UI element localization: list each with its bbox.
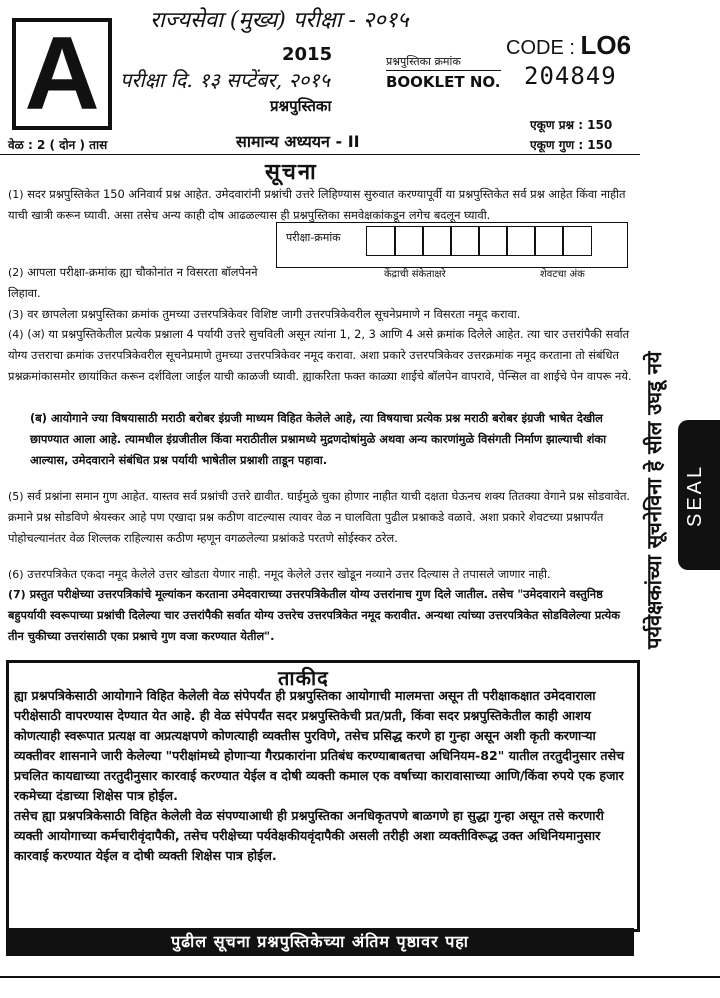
code-label: CODE : [506, 37, 575, 59]
subject-title: सामान्य अध्ययन - II [236, 132, 360, 151]
seal-warning-vertical: पर्यवेक्षकांच्या सूचनेविना हे सील उघडू नये [642, 351, 666, 649]
roll-cell[interactable] [534, 226, 564, 256]
code-value: LO6 [580, 30, 632, 60]
series-letter: A [12, 18, 112, 130]
bottom-divider [0, 976, 720, 978]
seal-label: SEAL [684, 463, 706, 527]
instruction-item-1: (1) सदर प्रश्नपुस्तिकेत 150 अनिवार्य प्रश्न आहेत. उमेदवारांनी प्रश्नांची उत्तरे लिहिण्यास सुरुवात करण्यापूर्वी या प्रश्नपुस्तिकेत सर्व प्रश्न आहेत किंवा नाहीत याची खात्री करून घ्यावी. असा तसेच अन्य काही दोष आढळल्यास ही प्रश्नपुस्तिका समवेक्षकांकडून लगेच बदलून घ्यावी. [8, 187, 626, 222]
roll-cell[interactable] [506, 226, 536, 256]
booklet-number: 204849 [524, 62, 617, 90]
roll-cell[interactable] [478, 226, 508, 256]
paper-code [506, 30, 631, 61]
total-questions: एकूण प्रश्न : 150 [530, 118, 613, 132]
instructions-heading: सूचना [265, 160, 318, 185]
instruction-item-3: (3) वर छापलेला प्रश्नपुस्तिका क्रमांक तुमच्या उत्तरपत्रिकेवर विशिष्ट जागी उत्तरपत्रिकेवरील सूचनेप्रमाणे न विसरता नमूद करावा. [8, 307, 521, 321]
footer-note: पुढील सूचना प्रश्नपुस्तिकेच्या अंतिम पृष्ठावर पहा [6, 928, 634, 956]
roll-cell[interactable] [562, 226, 592, 256]
roll-cell[interactable] [366, 226, 396, 256]
warning-paragraph-1: ह्या प्रश्नपत्रिकेसाठी आयोगाने विहित केलेली वेळ संपेपर्यंत ही प्रश्नपुस्तिका आयोगाची मालमत्ता असून ती परीक्षाकक्षात उमेदवाराला परीक्षेसाठी वापरण्यास देण्यात येत आहे. ही वेळ संपेपर्यंत सदर प्रश्नपुस्तिकेची प्रत/प्रती, किंवा सदर प्रश्नपुस्तिकेतील काही आशय कोणत्याही स्वरूपात प्रत्यक्ष वा अप्रत्यक्षपणे कोणत्याही व्यक्तीस पुरविणे, तसेच प्रसिद्ध करणे हा गुन्हा असून अशी कृती करणाऱ्या व्यक्तीवर शासनाने जारी केलेल्या "परीक्षांमध्ये होणाऱ्या गैरप्रकारांना प्रतिबंध करण्याबाबतचा अधिनियम-82" यातील तरतुदीनुसार तसेच प्रचलित कायद्याच्या तरतुदीनुसार कारवाई करण्यात येईल व दोषी व्यक्ती कमाल एक वर्षाच्या कारावासाच्या आणि/किंवा रुपये एक हजार रकमेच्या दंडाच्या शिक्षेस पात्र होईल. [14, 688, 625, 803]
roll-number-label: परीक्षा-क्रमांक [286, 231, 341, 244]
booklet-number-label-en: BOOKLET NO. [386, 70, 501, 91]
warning-text [14, 686, 628, 866]
instruction-item-2: (2) आपला परीक्षा-क्रमांक ह्या चौकोनांत न विसरता बॉलपेनने लिहावा. [8, 265, 258, 300]
instruction-item-4a: (4) (अ) या प्रश्नपुस्तिकेतील प्रत्येक प्रश्नाला 4 पर्यायी उत्तरे सुचविली असून त्यांना 1, 2, 3 आणि 4 असे क्रमांक दिलेले आहेत. त्या चार उत्तरांपैकी सर्वात योग्य उत्तराचा क्रमांक उत्तरपत्रिकेवरील सूचनेप्रमाणे तुमच्या उत्तरपत्रिकेवर नमूद करावा. अशा प्रकारे उत्तरपत्रिकेवर उत्तरक्रमांक नमूद करताना तो संबंधित प्रश्नक्रमांकासमोर छायांकित करून दर्शविला जाईल याची काळजी घ्यावी. ह्याकरिता फक्त काळ्या शाईचे बॉलपेन वापरावे, पेन्सिल वा शाईचे पेन वापरू नये. [8, 327, 632, 383]
center-code-label: केंद्राची संकेताक्षरे [384, 269, 446, 280]
instruction-item-5: (5) सर्व प्रश्नांना समान गुण आहेत. यास्तव सर्व प्रश्नांची उत्तरे द्यावीत. घाईमुळे चुका होणार नाहीत याची दक्षता घेऊनच शक्य तितक्या वेगाने प्रश्न सोडवावेत. क्रमाने प्रश्न सोडविणे श्रेयस्कर आहे पण एखादा प्रश्न कठीण वाटल्यास त्यावर वेळ न घालविता पुढील प्रश्नाकडे वळावे. अशा प्रकारे शेवटच्या प्रश्नापर्यंत पोहोचल्यानंतर वेळ शिल्लक राहिल्यास कठीण म्हणून वगळलेल्या प्रश्नांकडे परतणे सोईस्कर ठरेल. [8, 489, 631, 545]
instruction-item-4b: (ब) आयोगाने ज्या विषयासाठी मराठी बरोबर इंग्रजी माध्यम विहित केलेले आहे, त्या विषयाचा प्रत्येक प्रश्न मराठी बरोबर इंग्रजी भाषेत देखील छापण्यात आला आहे. त्यामधील इंग्रजीतील किंवा मराठीतील प्रश्नामध्ये मुद्रणदोषांमुळे अथवा अन्य कारणांमुळे विसंगती निर्माण झाल्याची शंका आल्यास, उमेदवाराने संबंधित प्रश्न पर्यायी भाषेतील प्रश्नाशी ताडून पहावा. [30, 411, 607, 467]
booklet-number-label-mr: प्रश्नपुस्तिका क्रमांक [386, 55, 461, 68]
header-divider [0, 154, 640, 155]
instruction-item-7: (7) प्रस्तुत परीक्षेच्या उत्तरपत्रिकांचे मूल्यांकन करताना उमेदवाराच्या उत्तरपत्रिकेतील योग्य उत्तरांनाच गुण दिले जातील. तसेच "उमेदवाराने वस्तुनिष्ठ बहुपर्यायी स्वरूपाच्या प्रश्नांची दिलेल्या चार उत्तरांपैकी सर्वात योग्य उत्तरेच उत्तरपत्रिकेत नमूद करावीत. अन्यथा त्यांच्या उत्तरपत्रिकेत सोडविलेल्या प्रत्येक तीन चुकीच्या उत्तरांसाठी एका प्रश्नाचे गुण वजा करण्यात येतील". [8, 587, 620, 643]
roll-cell[interactable] [422, 226, 452, 256]
exam-duration: वेळ : 2 ( दोन ) तास [8, 138, 108, 152]
warning-title: ताकीद [278, 666, 329, 690]
handwritten-exam-date: परीक्षा दि. १३ सप्टेंबर, २०१५ [120, 68, 331, 92]
handwritten-exam-title: राज्यसेवा (मुख्य) परीक्षा - २०१५ [150, 8, 409, 33]
roll-cell[interactable] [450, 226, 480, 256]
last-digit-label: शेवटचा अंक [540, 269, 585, 280]
instruction-item-6: (6) उत्तरपत्रिकेत एकदा नमूद केलेले उत्तर खोडता येणार नाही. नमूद केलेले उत्तर खोडून नव्याने उत्तर दिल्यास ते तपासले जाणार नाही. [8, 567, 551, 581]
total-marks: एकूण गुण : 150 [530, 138, 613, 152]
warning-paragraph-2: तसेच ह्या प्रश्नपत्रिकेसाठी विहित केलेली वेळ संपण्याआधी ही प्रश्नपुस्तिका अनधिकृतपणे बाळगणे हा सुद्धा गुन्हा असून तसे करणारी व्यक्ती आयोगाच्या कर्मचारीवृंदापैकी, तसेच परीक्षेच्या पर्यवेक्षकीयवृंदापैकी असली तरीही अशा व्यक्तीविरूद्ध उक्त अधिनियमानुसार कारवाई करण्यात येईल व दोषी व्यक्ती शिक्षेस पात्र होईल. [14, 808, 604, 863]
booklet-title: प्रश्नपुस्तिका [270, 97, 332, 115]
exam-year: 2015 [282, 44, 333, 65]
roll-cell[interactable] [394, 226, 424, 256]
